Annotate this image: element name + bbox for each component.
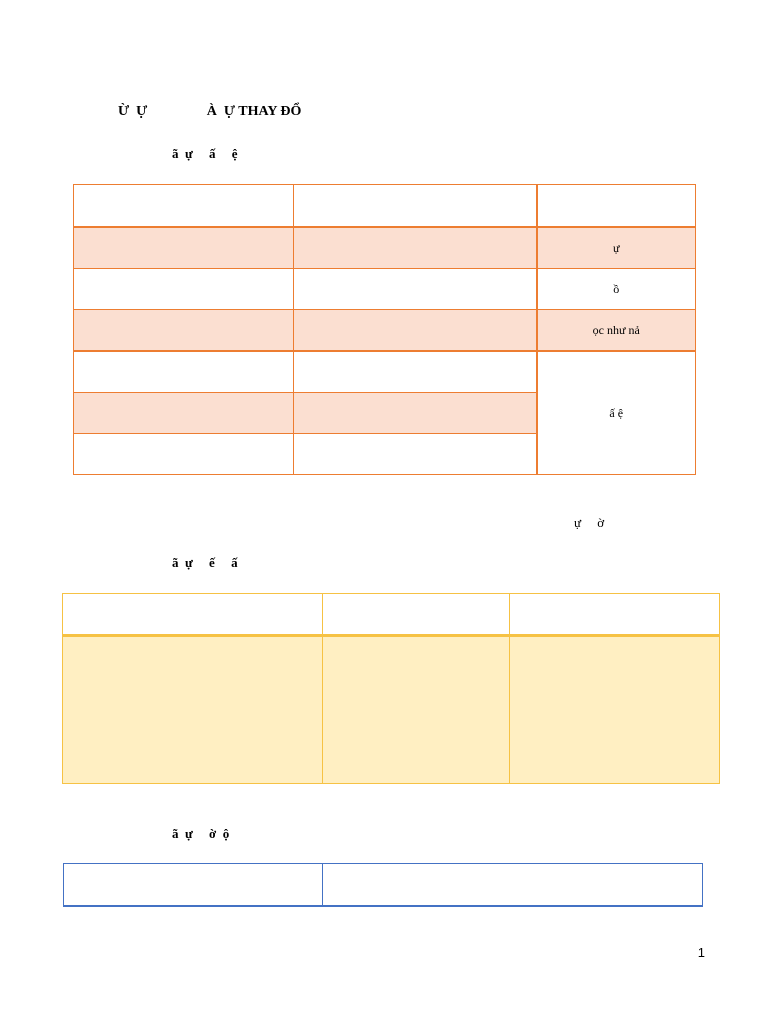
table-row	[74, 351, 696, 393]
table-cell	[64, 864, 323, 907]
table-row	[74, 185, 696, 228]
table-cell	[294, 434, 537, 475]
table-cell	[294, 227, 537, 269]
table-row	[74, 310, 696, 352]
table-2	[62, 593, 720, 784]
document-title: Ừ Ự À Ự THAY ĐỔ	[118, 104, 302, 119]
table-cell	[294, 310, 537, 352]
table-row	[74, 227, 696, 269]
table-cell: ồ	[537, 269, 696, 310]
table-cell: ọc như nả	[537, 310, 696, 352]
table-cell	[323, 864, 703, 907]
table-cell	[294, 351, 537, 393]
table-cell	[74, 310, 294, 352]
table-row	[74, 269, 696, 310]
table-3	[63, 863, 703, 907]
table-cell	[323, 594, 510, 636]
table-cell	[510, 594, 720, 636]
table-row	[63, 594, 720, 636]
table-cell	[294, 185, 537, 228]
section2-heading: ã ự ế ấ	[172, 555, 238, 570]
table-cell	[294, 269, 537, 310]
table-cell: ấ ệ	[537, 351, 696, 475]
table-cell	[323, 636, 510, 784]
section1-heading: ã ự ấ ệ	[172, 146, 238, 161]
table-cell	[74, 269, 294, 310]
page-number: 1	[697, 945, 705, 960]
table-cell	[294, 393, 537, 434]
section3-heading: ã ự ờ ộ	[172, 826, 230, 841]
table-cell	[74, 351, 294, 393]
table-cell	[537, 185, 696, 228]
table-cell	[74, 434, 294, 475]
table-cell	[74, 227, 294, 269]
table-cell	[63, 636, 323, 784]
table-cell	[63, 594, 323, 636]
table-cell	[74, 393, 294, 434]
table-cell	[510, 636, 720, 784]
table-cell: ự	[537, 227, 696, 269]
note-text: ự ờ	[574, 515, 605, 530]
table-cell	[74, 185, 294, 228]
table-row	[64, 864, 703, 907]
table-1	[73, 184, 696, 475]
table-row	[63, 636, 720, 784]
